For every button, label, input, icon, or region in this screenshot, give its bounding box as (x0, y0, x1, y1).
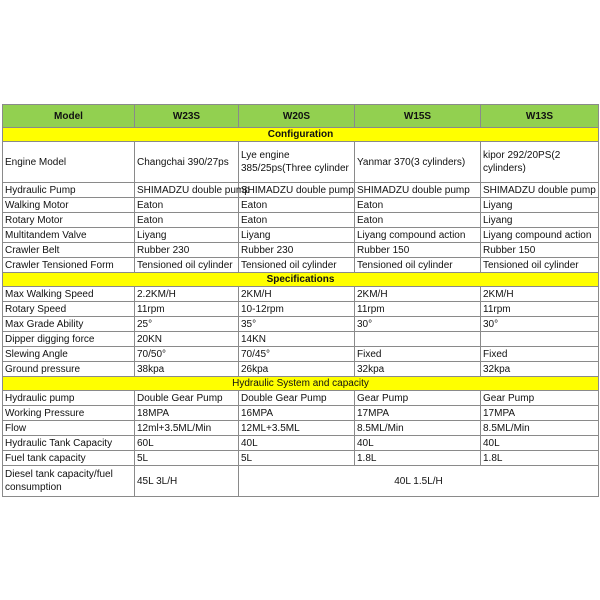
cell-w20s: Lye engine 385/25ps(Three cylinder (239, 142, 355, 183)
cell-w23s: Liyang (135, 228, 239, 243)
cell-w20s: Eaton (239, 213, 355, 228)
section-title-configuration: Configuration (3, 128, 599, 142)
spec-table (2, 104, 599, 497)
header-model: Model (3, 105, 135, 128)
row-label: Flow (3, 421, 135, 436)
cell-w20s: 26kpa (239, 362, 355, 377)
row-label: Rotary Speed (3, 302, 135, 317)
cell-w23s: Eaton (135, 198, 239, 213)
cell-w13s: 8.5ML/Min (481, 421, 599, 436)
cell-w20s: 35° (239, 317, 355, 332)
table-row (3, 362, 599, 377)
cell-w13s: Rubber 150 (481, 243, 599, 258)
cell-w15s: Eaton (355, 198, 481, 213)
table-row (3, 466, 599, 497)
cell-w23s: 5L (135, 451, 239, 466)
cell-w13s: Gear Pump (481, 391, 599, 406)
cell-w15s: 8.5ML/Min (355, 421, 481, 436)
cell-w13s (481, 332, 599, 347)
row-label: Diesel tank capacity/fuel consumption (3, 466, 135, 497)
cell-w15s: 2KM/H (355, 287, 481, 302)
row-label: Multitandem Valve (3, 228, 135, 243)
table-row (3, 228, 599, 243)
row-label: Walking Motor (3, 198, 135, 213)
cell-w23s: 18MPA (135, 406, 239, 421)
cell-w15s: 11rpm (355, 302, 481, 317)
table-row (3, 436, 599, 451)
cell-w20s: 40L (239, 436, 355, 451)
table-row (3, 258, 599, 273)
cell-w23s: Double Gear Pump (135, 391, 239, 406)
cell-w23s: 25° (135, 317, 239, 332)
cell-w15s: Eaton (355, 213, 481, 228)
row-label: Crawler Tensioned Form (3, 258, 135, 273)
row-label: Working Pressure (3, 406, 135, 421)
section-title-hydraulic: Hydraulic System and capacity (3, 377, 599, 391)
header-w20s: W20S (239, 105, 355, 128)
cell-w20s: Rubber 230 (239, 243, 355, 258)
cell-w20s: 70/45° (239, 347, 355, 362)
row-label: Max Walking Speed (3, 287, 135, 302)
table-row (3, 317, 599, 332)
cell-w23s: 2.2KM/H (135, 287, 239, 302)
header-w23s: W23S (135, 105, 239, 128)
header-w13s: W13S (481, 105, 599, 128)
cell-w13s: SHIMADZU double pump (481, 183, 599, 198)
cell-w20s: SHIMADZU double pump (239, 183, 355, 198)
cell-w15s: Liyang compound action (355, 228, 481, 243)
row-label: Rotary Motor (3, 213, 135, 228)
cell-w13s: 32kpa (481, 362, 599, 377)
section-title-specifications: Specifications (3, 273, 599, 287)
row-label: Ground pressure (3, 362, 135, 377)
cell-w15s (355, 332, 481, 347)
cell-w20s: 2KM/H (239, 287, 355, 302)
cell-w20s: Liyang (239, 228, 355, 243)
cell-w20s: Eaton (239, 198, 355, 213)
row-label: Engine Model (3, 142, 135, 183)
row-label: Hydraulic pump (3, 391, 135, 406)
cell-w13s: Liyang (481, 213, 599, 228)
cell-w13s: Tensioned oil cylinder (481, 258, 599, 273)
table-row (3, 391, 599, 406)
cell-w13s: 11rpm (481, 302, 599, 317)
cell-w13s: 40L (481, 436, 599, 451)
section-specifications (3, 273, 599, 287)
cell-w15s: SHIMADZU double pump (355, 183, 481, 198)
table-row (3, 198, 599, 213)
cell-w15s: 17MPA (355, 406, 481, 421)
cell-merged-w20s-w15s-w13s: 40L 1.5L/H (239, 466, 599, 497)
table-row (3, 421, 599, 436)
section-hydraulic (3, 377, 599, 391)
cell-w15s: 40L (355, 436, 481, 451)
spec-table-container (2, 104, 598, 497)
table-row (3, 243, 599, 258)
table-row (3, 302, 599, 317)
cell-w20s: 10-12rpm (239, 302, 355, 317)
cell-w20s: Tensioned oil cylinder (239, 258, 355, 273)
cell-w23s: 60L (135, 436, 239, 451)
row-label: Dipper digging force (3, 332, 135, 347)
table-row (3, 183, 599, 198)
table-row (3, 406, 599, 421)
row-label: Slewing Angle (3, 347, 135, 362)
table-row (3, 347, 599, 362)
cell-w20s: 5L (239, 451, 355, 466)
cell-w15s: 32kpa (355, 362, 481, 377)
table-row (3, 332, 599, 347)
cell-w15s: Yanmar 370(3 cylinders) (355, 142, 481, 183)
cell-w23s: SHIMADZU double pump (135, 183, 239, 198)
section-configuration (3, 128, 599, 142)
cell-w13s: 1.8L (481, 451, 599, 466)
row-label: Fuel tank capacity (3, 451, 135, 466)
cell-w15s: Gear Pump (355, 391, 481, 406)
cell-w13s: Liyang compound action (481, 228, 599, 243)
cell-w23s: 70/50° (135, 347, 239, 362)
row-label: Hydraulic Tank Capacity (3, 436, 135, 451)
cell-w23s: Changchai 390/27ps (135, 142, 239, 183)
cell-w15s: 1.8L (355, 451, 481, 466)
cell-w23s: 11rpm (135, 302, 239, 317)
cell-w13s: 2KM/H (481, 287, 599, 302)
table-row (3, 142, 599, 183)
cell-w13s: kipor 292/20PS(2 cylinders) (481, 142, 599, 183)
cell-w23s: 38kpa (135, 362, 239, 377)
cell-w15s: Rubber 150 (355, 243, 481, 258)
cell-w15s: Tensioned oil cylinder (355, 258, 481, 273)
cell-w13s: 30° (481, 317, 599, 332)
cell-w20s: Double Gear Pump (239, 391, 355, 406)
cell-w13s: 17MPA (481, 406, 599, 421)
table-row (3, 451, 599, 466)
row-label: Max Grade Ability (3, 317, 135, 332)
cell-w23s: Eaton (135, 213, 239, 228)
cell-w20s: 14KN (239, 332, 355, 347)
cell-w23s: Tensioned oil cylinder (135, 258, 239, 273)
cell-w20s: 12ML+3.5ML (239, 421, 355, 436)
header-row (3, 105, 599, 128)
header-w15s: W15S (355, 105, 481, 128)
row-label: Crawler Belt (3, 243, 135, 258)
cell-w13s: Fixed (481, 347, 599, 362)
cell-w23s: 20KN (135, 332, 239, 347)
table-row (3, 213, 599, 228)
cell-w23s: Rubber 230 (135, 243, 239, 258)
cell-w15s: 30° (355, 317, 481, 332)
table-row (3, 287, 599, 302)
row-label: Hydraulic Pump (3, 183, 135, 198)
cell-w23s: 45L 3L/H (135, 466, 239, 497)
cell-w20s: 16MPA (239, 406, 355, 421)
cell-w23s: 12ml+3.5ML/Min (135, 421, 239, 436)
cell-w13s: Liyang (481, 198, 599, 213)
cell-w15s: Fixed (355, 347, 481, 362)
